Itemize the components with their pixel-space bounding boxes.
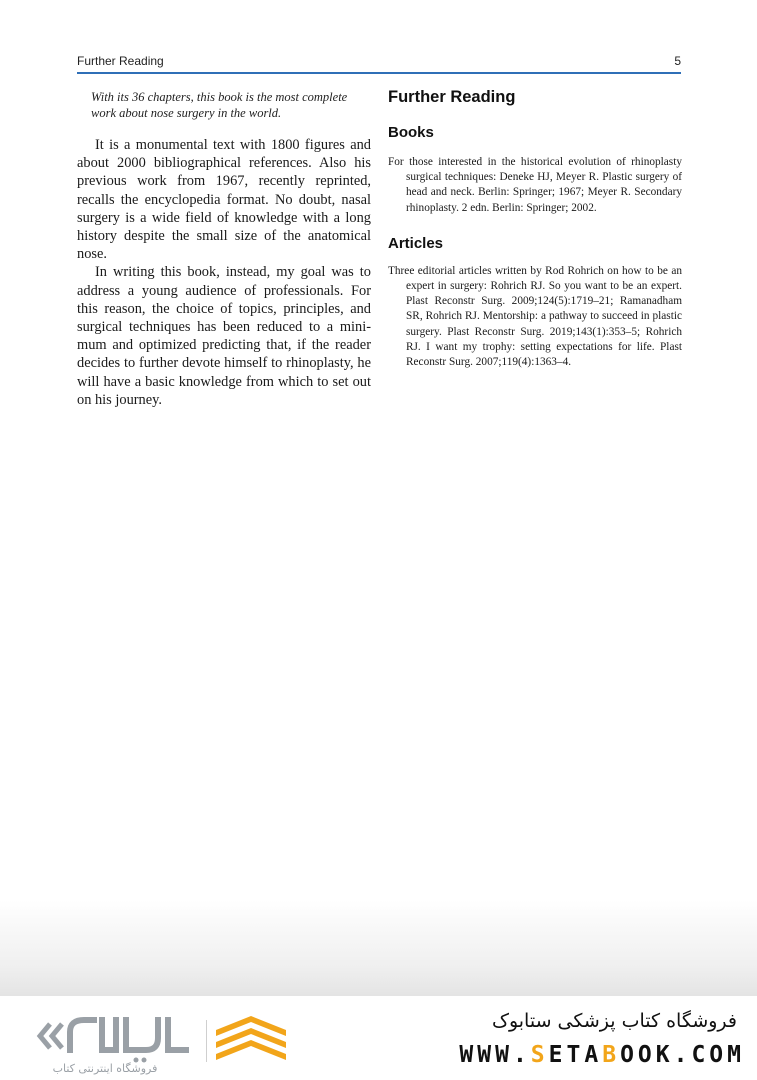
- running-head-title: Further Reading: [77, 54, 164, 68]
- body-paragraph-2: In writing this book, instead, my goal was to address a young audience of professionals. For this reason, the choice of topics, principles, and surgical techniques has been reduced to a minimum and optimized predicting that, if the reader decides to further devote himself to rhinoplasty, he will have a basic knowledge from which to set out on his journey.: [77, 264, 371, 408]
- url-part-1: WWW.: [459, 1042, 531, 1068]
- caption-line-1: With its 36 chapters, this book is the most complete: [91, 90, 348, 104]
- running-head: [77, 52, 681, 74]
- url-accent-1: S: [530, 1042, 549, 1068]
- brand-tagline: فروشگاه اینترنتی کتاب: [52, 1062, 158, 1075]
- footer-fade: [0, 900, 757, 996]
- website-url[interactable]: [459, 1042, 745, 1068]
- books-reference: For those interested in the historical evolution of rhinoplasty surgical techniques: Deneke HJ, Meyer R. Plastic surgery of head and neck. Berlin: Springer; 1967; Meyer R. Secondary rhinoplasty. 2 edn. Berlin: Springer; 2002.: [388, 156, 682, 214]
- articles-reference: Three editorial articles written by Rod Rohrich on how to be an expert in surgery: Rohrich RJ. So you want to be an expert. Plast Reconstr Surg. 2009;124(5):1719–21; Ramanadham SR, Rohrich RJ. Mentorship: a pathway to succeed in plastic surgery. Plast Reconstr Surg. 2019;143(1):353–5; Rohrich RJ. I want my trophy: setting expectations for life. Plast Reconstr Surg. 2007;119(4):1363–4.: [388, 264, 682, 369]
- brand-logo: [36, 1010, 306, 1066]
- page-number: 5: [674, 54, 681, 68]
- footer-divider: [206, 1020, 207, 1062]
- articles-heading: Articles: [388, 234, 444, 252]
- shop-name: فروشگاه کتاب پزشکی ستابوک: [491, 1010, 737, 1032]
- books-heading: Books: [388, 124, 434, 141]
- url-accent-2: B: [602, 1042, 621, 1068]
- further-reading-heading: Further Reading: [388, 88, 516, 106]
- body-paragraph-1: It is a monumental text with 1800 figures and about 2000 bibliographical references. Also his previous work from 1967, recently reprinted, recalls the encyclopedia format. No doubt, nasal surgery is a wide field of knowledge with a long history despite the small size of the anatomical nose.: [77, 137, 371, 263]
- url-part-3: OOK.COM: [620, 1042, 745, 1068]
- chevron-left-icon: [40, 1024, 62, 1048]
- brand-wordmark: [70, 1020, 186, 1063]
- caption-line-2: work about nose surgery in the world.: [91, 105, 282, 120]
- footer-banner: [0, 996, 757, 1080]
- url-part-2: ETA: [548, 1042, 603, 1068]
- left-column: [77, 90, 371, 409]
- right-column: [388, 88, 682, 370]
- stacked-books-icon: [216, 1016, 286, 1060]
- figure-caption: [91, 90, 371, 121]
